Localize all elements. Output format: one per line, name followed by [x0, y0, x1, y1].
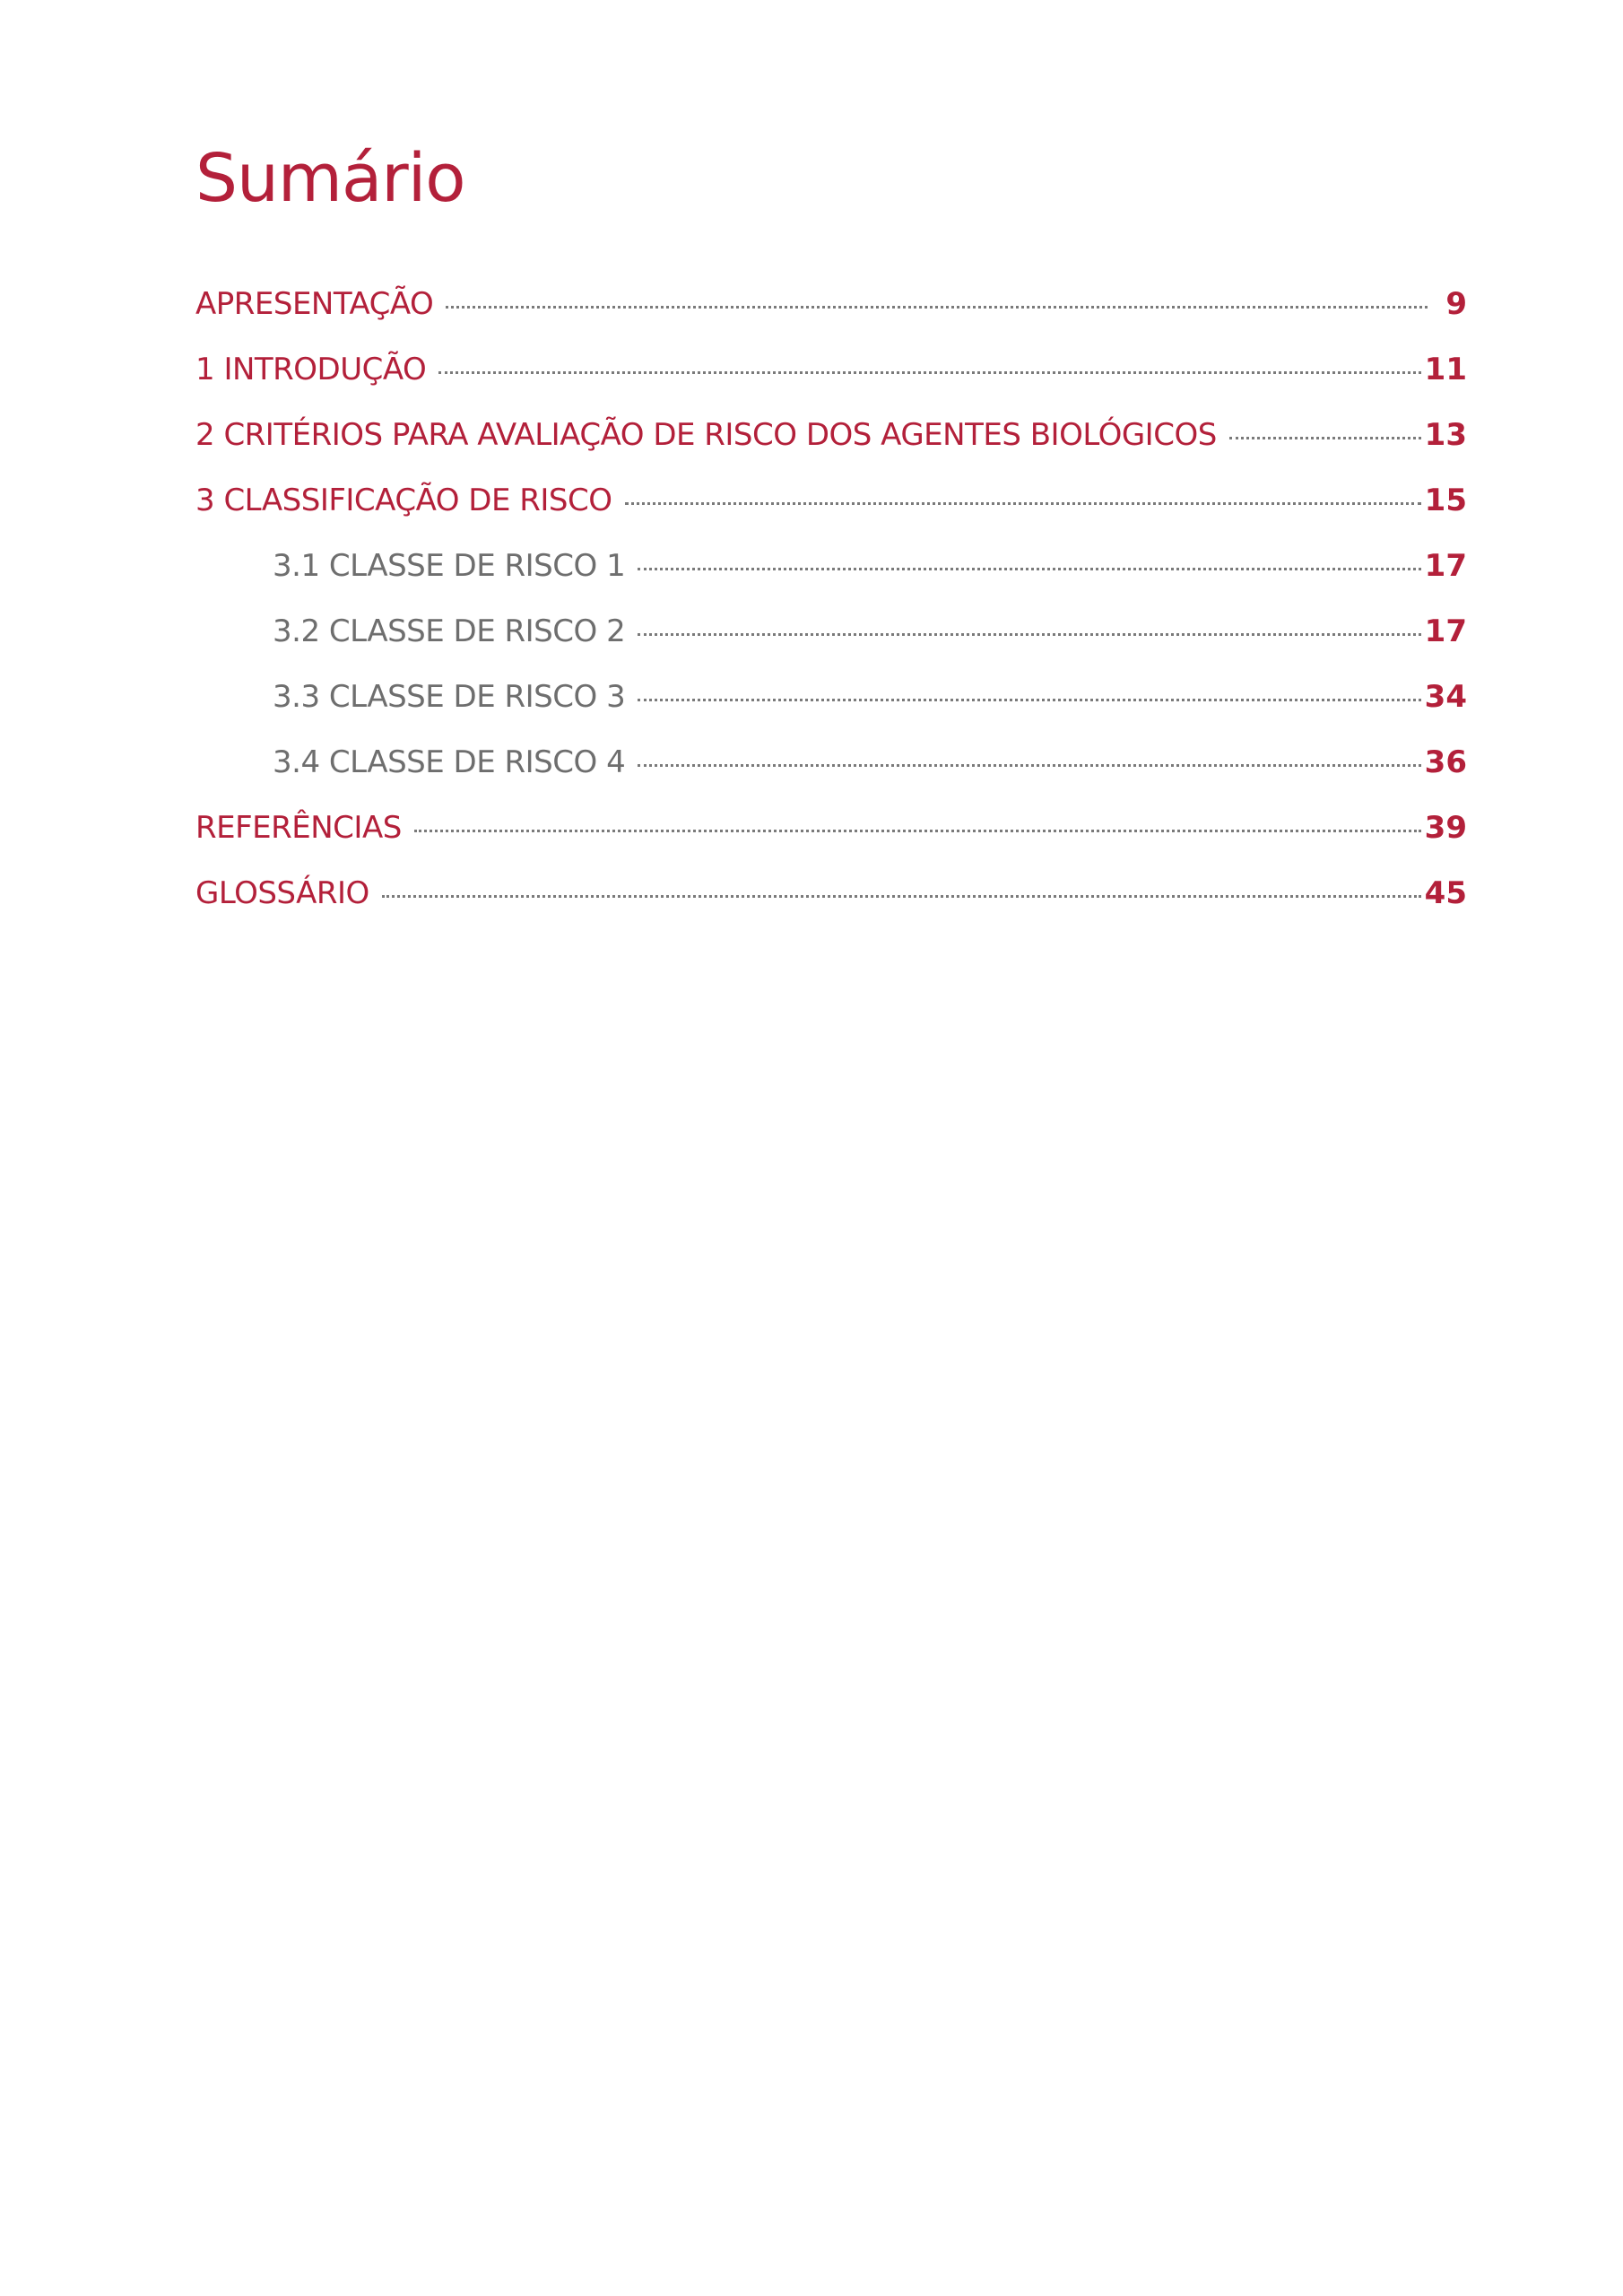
page-title: Sumário	[195, 140, 465, 217]
toc-entry-label: 1 INTRODUÇÃO	[195, 352, 427, 387]
toc-entry-label: REFERÊNCIAS	[195, 810, 402, 846]
toc-entry-page: 45	[1424, 875, 1467, 911]
dot-leader	[638, 633, 1420, 636]
dot-leader	[382, 895, 1421, 898]
toc-entry-page: 17	[1424, 548, 1467, 584]
toc-entry-classe-3[interactable]	[195, 679, 1467, 747]
dot-leader	[625, 502, 1421, 505]
toc-entry-classificacao[interactable]	[195, 485, 1467, 551]
toc-entry-label: 3.2 CLASSE DE RISCO 2	[273, 613, 626, 649]
dot-leader	[1229, 437, 1421, 439]
toc-entry-page: 39	[1424, 810, 1467, 846]
dot-leader	[438, 371, 1420, 374]
toc-entry-introducao[interactable]	[195, 354, 1467, 420]
table-of-contents	[195, 286, 1467, 944]
toc-entry-classe-4[interactable]	[195, 744, 1467, 813]
toc-entry-label: 3.4 CLASSE DE RISCO 4	[273, 744, 626, 780]
toc-entry-page: 13	[1424, 417, 1467, 453]
toc-entry-referencias[interactable]	[195, 810, 1467, 878]
toc-entry-page: 34	[1424, 679, 1467, 715]
toc-entry-label: 3.3 CLASSE DE RISCO 3	[273, 679, 626, 715]
toc-entry-label: 2 CRITÉRIOS PARA AVALIAÇÃO DE RISCO DOS AGENTES BIOLÓGICOS	[195, 417, 1217, 453]
dot-leader	[638, 764, 1420, 767]
toc-entry-page: 9	[1445, 286, 1467, 322]
toc-entry-label: APRESENTAÇÃO	[195, 286, 434, 322]
toc-entry-label: 3 CLASSIFICAÇÃO DE RISCO	[195, 483, 612, 518]
toc-entry-page: 36	[1424, 744, 1467, 780]
toc-entry-label: 3.1 CLASSE DE RISCO 1	[273, 548, 626, 584]
toc-entry-page: 15	[1424, 483, 1467, 518]
toc-entry-criterios[interactable]	[195, 417, 1467, 485]
toc-entry-page: 11	[1424, 352, 1467, 387]
dot-leader	[638, 699, 1420, 701]
toc-entry-classe-1[interactable]	[195, 548, 1467, 616]
toc-entry-glossario[interactable]	[195, 875, 1467, 944]
toc-entry-classe-2[interactable]	[195, 613, 1467, 682]
toc-entry-apresentacao[interactable]	[195, 286, 1467, 354]
dot-leader	[446, 306, 1428, 309]
dot-leader	[414, 830, 1421, 832]
toc-entry-page: 17	[1424, 613, 1467, 649]
dot-leader	[638, 568, 1420, 570]
toc-entry-label: GLOSSÁRIO	[195, 875, 369, 911]
